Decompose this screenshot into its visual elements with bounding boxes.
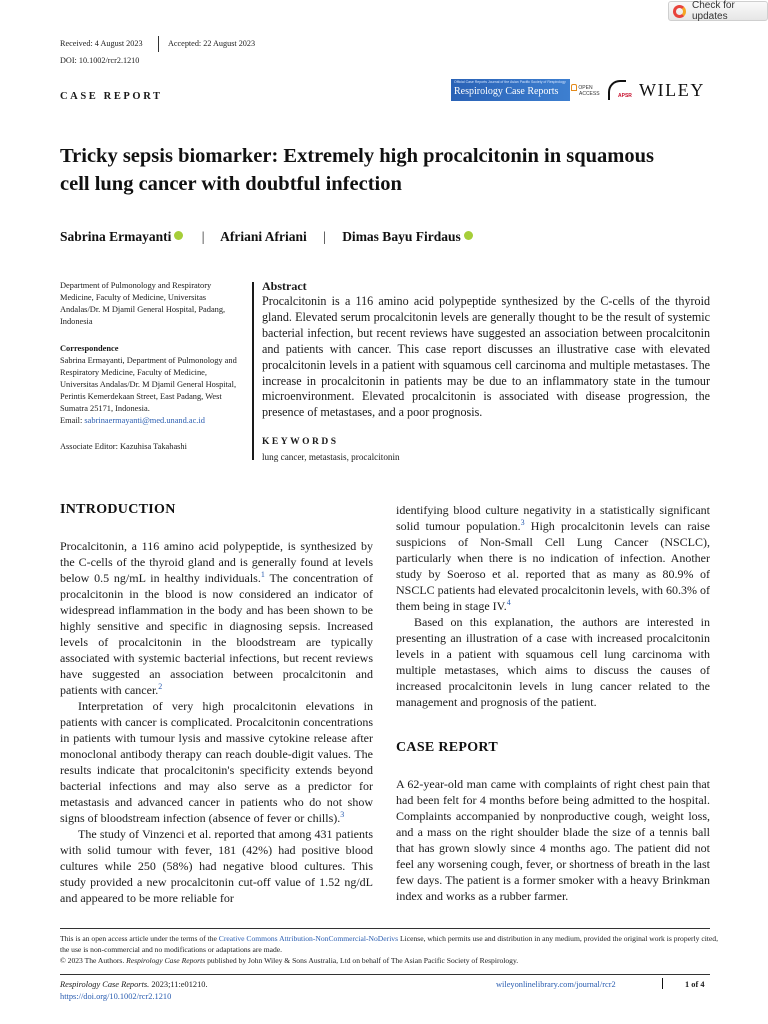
- citation-link[interactable]: 3: [520, 518, 525, 527]
- correspondence-block: [60, 355, 244, 427]
- meta-divider: [158, 36, 159, 52]
- keywords: lung cancer, metastasis, procalcitonin: [262, 452, 400, 462]
- open-access-badge: [571, 84, 600, 97]
- journal-banner-tagline: Official Case Reports Journal of the Asian Pacific Society of Respirology: [454, 80, 566, 84]
- left-column: [60, 502, 373, 906]
- abstract-heading: Abstract: [262, 279, 307, 293]
- citation-link[interactable]: 3: [340, 810, 345, 819]
- paragraph: [60, 538, 373, 698]
- author-name[interactable]: Dimas Bayu Firdaus: [342, 229, 461, 244]
- citation-link[interactable]: 4: [506, 598, 511, 607]
- open-access-lock-icon: [571, 84, 577, 91]
- citation-link[interactable]: 1: [260, 570, 265, 579]
- right-column: [396, 502, 710, 904]
- paragraph-text: Procalcitonin, a 116 amino acid polypeptide, is synthesized by the C-cells of the thyroid gland and is generally found at levels below 0.5 ng/mL in healthy individuals.: [60, 539, 373, 585]
- correspondence-text: Sabrina Ermayanti, Department of Pulmonology and Respiratory Medicine, Faculty of Medicine, Universitas Andalas/Dr. M Djamil General Hospital, Perintis Kemerdekaan Street, East Padang, West Sumatra 25171, Indonesia.: [60, 356, 237, 413]
- journal-banner-name: Respirology Case Reports: [454, 86, 559, 97]
- citation-link[interactable]: 2: [158, 682, 163, 691]
- abstract-rule: [252, 282, 254, 460]
- paragraph: [396, 502, 710, 614]
- footer-journal: Respirology Case Reports.: [60, 980, 150, 989]
- paragraph: A 62-year-old man came with complaints of right chest pain that had been felt for 4 months before being admitted to the hospital. Complaints accompanied by nonproductive cough, weight loss, and a mass on the right shoulder blade the size of a tennis ball that has grown slowly since 4 months ago. The patient did not feel any worsening cough, fever, or shortness of breath in the last few days. The patient is a former smoker with a heavy Brinkman index and works as a rubber farmer.: [396, 777, 710, 903]
- author-separator: |: [201, 229, 205, 244]
- apsr-logo-text: APSR: [618, 93, 632, 99]
- author-list: [60, 229, 475, 245]
- copyright-text: © 2023 The Authors.: [60, 956, 127, 965]
- report-type: CASE REPORT: [60, 91, 163, 102]
- footer-divider: [60, 974, 710, 975]
- orcid-icon[interactable]: [174, 231, 183, 240]
- orcid-icon[interactable]: [464, 231, 473, 240]
- doi: DOI: 10.1002/rcr2.1210: [60, 56, 140, 65]
- copyright-journal: Respirology Case Reports: [126, 956, 206, 965]
- open-access-text-2: ACCESS: [579, 91, 600, 97]
- check-for-updates-label: Check for updates: [692, 0, 735, 22]
- footer-citation: [60, 980, 208, 989]
- journal-banner[interactable]: [451, 79, 570, 101]
- affiliation: Department of Pulmonology and Respiratory Medicine, Faculty of Medicine, Universitas Andalas/Dr. M Djamil General Hospital, Padang, Indonesia: [60, 281, 226, 326]
- license-notice: [60, 933, 720, 966]
- paragraph: [60, 698, 373, 826]
- apsr-logo: [607, 80, 633, 102]
- section-heading-introduction: INTRODUCTION: [60, 502, 176, 517]
- accepted-date: Accepted: 22 August 2023: [168, 39, 256, 48]
- check-for-updates-button[interactable]: [668, 1, 768, 21]
- crossmark-icon: [673, 5, 686, 18]
- section-heading-case-report: CASE REPORT: [396, 740, 498, 755]
- footer-site-link[interactable]: wileyonlinelibrary.com/journal/rcr2: [496, 980, 616, 989]
- license-divider: [60, 928, 710, 929]
- footer-citation-text: 2023;11:e01210.: [149, 980, 208, 989]
- page-number: 1 of 4: [685, 980, 705, 989]
- author-name[interactable]: Sabrina Ermayanti: [60, 229, 172, 244]
- license-link[interactable]: Creative Commons Attribution-NonCommercial-NoDerivs: [218, 934, 399, 943]
- footer-doi-link[interactable]: https://doi.org/10.1002/rcr2.1210: [60, 992, 172, 1001]
- paragraph: The study of Vinzenci et al. reported that among 431 patients with solid tumour with fever, 181 (42%) had positive blood cultures while 250 (58%) had negative blood cultures. This study provided a new procalcitonin cut-off value of 1.52 ng/dL and appeared to be more reliable for: [60, 827, 373, 905]
- author-name[interactable]: Afriani Afriani: [220, 229, 307, 244]
- paragraph-text: Interpretation of very high procalcitonin elevations in patients with cancer is complicated. Procalcitonin concentrations in patients with tumour lysis and massive cytokine release after monoclonal antibody therapy can reach double-digit values. The results indicate that procalcitonin's specificity extends beyond bacterial infections and may also serve as a predictor for metastasis and advanced cancer in patients who do not show signs of bloodstream infection (absence of fever or chills).: [60, 699, 373, 825]
- article-title: Tricky sepsis biomarker: Extremely high procalcitonin in squamous cell lung cancer with doubtful infection: [60, 145, 654, 195]
- license-text: License, which permits use and distribution in any medium, provided the original work is properly cited, the use is non-commercial and no modifications or adaptations are made.: [60, 934, 718, 954]
- associate-editor: Associate Editor: Kazuhisa Takahashi: [60, 442, 187, 451]
- license-text: This is an open access article under the terms of the: [60, 934, 219, 943]
- open-access-text: OPEN: [578, 84, 593, 91]
- paragraph-text: identifying blood culture negativity in a statistically significant solid tumour population.: [396, 503, 710, 533]
- author-separator: |: [323, 229, 326, 244]
- email-label: Email:: [60, 416, 85, 425]
- footer-separator: [662, 978, 663, 989]
- abstract-text: Procalcitonin is a 116 amino acid polypeptide synthesized by the C-cells of the thyroid gland. Elevated serum procalcitonin levels are generally thought to be the result of systemic bacterial infection, but recent reviews have suggested an association between procalcitonin and patients with cancer. This case report discusses an illustrative case with elevated procalcitonin levels in a patient with squamous cell carcinoma and multiple metastases. The increase in procalcitonin in patients may be due to an inflammatory state in the tumour microenvironment. Elevated procalcitonin is associated with disease progression, the presence of metastases, and a poor prognosis.: [262, 294, 710, 420]
- correspondence-heading: Correspondence: [60, 344, 119, 353]
- email-link[interactable]: sabrinaermayanti@med.unand.ac.id: [84, 416, 205, 425]
- received-date: Received: 4 August 2023: [60, 39, 143, 48]
- copyright-text: published by John Wiley & Sons Australia, Ltd on behalf of The Asian Pacific Society of Respirology.: [205, 956, 519, 965]
- paragraph: Based on this explanation, the authors are interested in presenting an illustration of a case with increased procalcitonin levels in a patient with squamous cell lung carcinoma with multiple metastases, which aims to discuss the causes of increased procalcitonin levels in lung cancer related to the management and prognosis of the patient.: [396, 615, 710, 709]
- paragraph-text: High procalcitonin levels can raise suspicions of Non-Small Cell Lung Cancer (NSCLC), particularly when there is no indication of infection. Another study by Soeroso et al. reported that as many as 80.9% of NSCLC patients had elevated procalcitonin levels, with 60.3% of them being in stage IV.: [396, 519, 710, 613]
- paragraph-text: The concentration of procalcitonin in the blood is now considered an indicator of widespread inflammation in the body and has been shown to be highly sensitive and specific in diagnosing sepsis. Increased levels of procalcitonin in the bloodstream are typically associated with systemic bacterial infections, but recent reviews have suggested an association between procalcitonin and patients with cancer.: [60, 571, 373, 697]
- publisher-logo[interactable]: WILEY: [639, 80, 705, 100]
- keywords-heading: KEYWORDS: [262, 437, 339, 447]
